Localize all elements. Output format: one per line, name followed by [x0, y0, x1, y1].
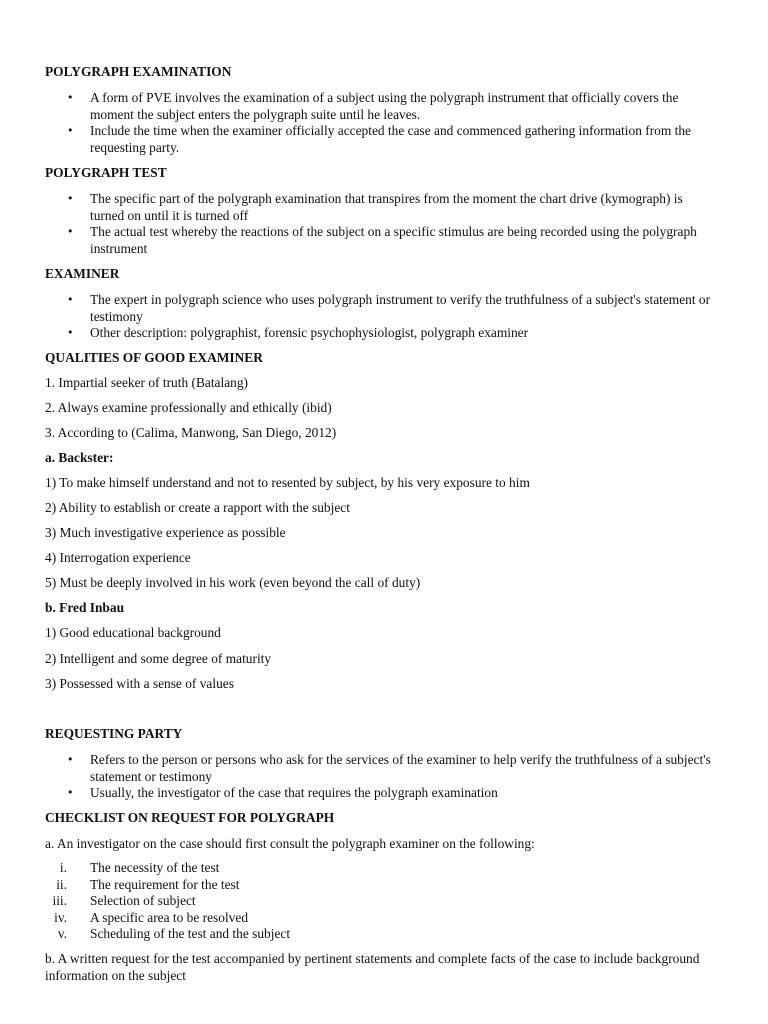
checklist-roman-list	[45, 860, 720, 943]
list-item-text: The requirement for the test	[90, 876, 240, 892]
checklist-item-b: b. A written request for the test accompanied by pertinent statements and complete facts of the case to include background information on the subject	[45, 951, 700, 983]
qualities-item-1: 1. Impartial seeker of truth (Batalang)	[45, 375, 249, 390]
inbau-label: b. Fred Inbau	[45, 600, 125, 615]
heading-examiner: EXAMINER	[45, 266, 120, 281]
backster-item-4: 4) Interrogation experience	[45, 550, 191, 565]
list-number: v.	[57, 926, 67, 941]
checklist-intro-a: a. An investigator on the case should first consult the polygraph examiner on the following:	[45, 836, 535, 851]
list-number: ii.	[56, 876, 67, 892]
heading-qualities: QUALITIES OF GOOD EXAMINER	[45, 350, 263, 365]
polygraph-examination-list	[45, 90, 720, 156]
list-item: • The expert in polygraph science who uses polygraph instrument to verify the truthfulness of a subject's statement or testimony	[45, 292, 720, 325]
list-item: • Other description: polygraphist, forensic psychophysiologist, polygraph examiner	[45, 325, 720, 342]
list-item-text: Scheduling of the test and the subject	[90, 926, 291, 941]
inbau-item-1: 1) Good educational background	[45, 625, 221, 640]
polygraph-test-list	[45, 191, 720, 257]
list-item-text: A specific area to be resolved	[90, 909, 249, 925]
requesting-party-list	[45, 752, 720, 802]
backster-item-5: 5) Must be deeply involved in his work (even beyond the call of duty)	[45, 575, 421, 590]
inbau-item-3: 3) Possessed with a sense of values	[45, 676, 234, 691]
list-item-text: The necessity of the test	[90, 860, 220, 875]
list-item	[45, 926, 720, 943]
list-item: • The actual test whereby the reactions of the subject on a specific stimulus are being recorded using the polygraph instrument	[45, 224, 720, 257]
list-item: • Include the time when the examiner officially accepted the case and commenced gathering information from the requesting party.	[45, 123, 720, 156]
list-item-text: Selection of subject	[90, 893, 196, 908]
backster-label: a. Backster:	[45, 450, 114, 465]
backster-item-2: 2) Ability to establish or create a rapport with the subject	[45, 500, 350, 515]
list-item: • The specific part of the polygraph examination that transpires from the moment the chart drive (kymograph) is turned on until it is turned off	[45, 191, 720, 224]
backster-item-3: 3) Much investigative experience as possible	[45, 525, 286, 540]
list-item: • Refers to the person or persons who ask for the services of the examiner to help verify the truthfulness of a subject's statement or testimony	[45, 752, 720, 785]
list-item	[45, 893, 720, 910]
list-item	[45, 860, 720, 877]
backster-item-1: 1) To make himself understand and not to resented by subject, by his very exposure to him	[45, 475, 530, 490]
qualities-item-2: 2. Always examine professionally and ethically (ibid)	[45, 400, 332, 415]
inbau-item-2: 2) Intelligent and some degree of maturity	[45, 651, 272, 666]
list-number: iii.	[52, 893, 67, 908]
heading-polygraph-examination: POLYGRAPH EXAMINATION	[45, 64, 232, 79]
list-item: • Usually, the investigator of the case that requires the polygraph examination	[45, 785, 720, 802]
list-item	[45, 877, 720, 894]
examiner-list	[45, 292, 720, 342]
qualities-item-3: 3. According to (Calima, Manwong, San Diego, 2012)	[45, 425, 337, 440]
list-item: • A form of PVE involves the examination of a subject using the polygraph instrument that officially covers the moment the subject enters the polygraph suite until he leaves.	[45, 90, 720, 123]
list-number: iv.	[54, 909, 67, 925]
heading-polygraph-test: POLYGRAPH TEST	[45, 165, 167, 180]
list-number: i.	[59, 860, 67, 875]
heading-requesting-party: REQUESTING PARTY	[45, 726, 183, 741]
list-item	[45, 910, 720, 927]
heading-checklist: CHECKLIST ON REQUEST FOR POLYGRAPH	[45, 810, 335, 825]
